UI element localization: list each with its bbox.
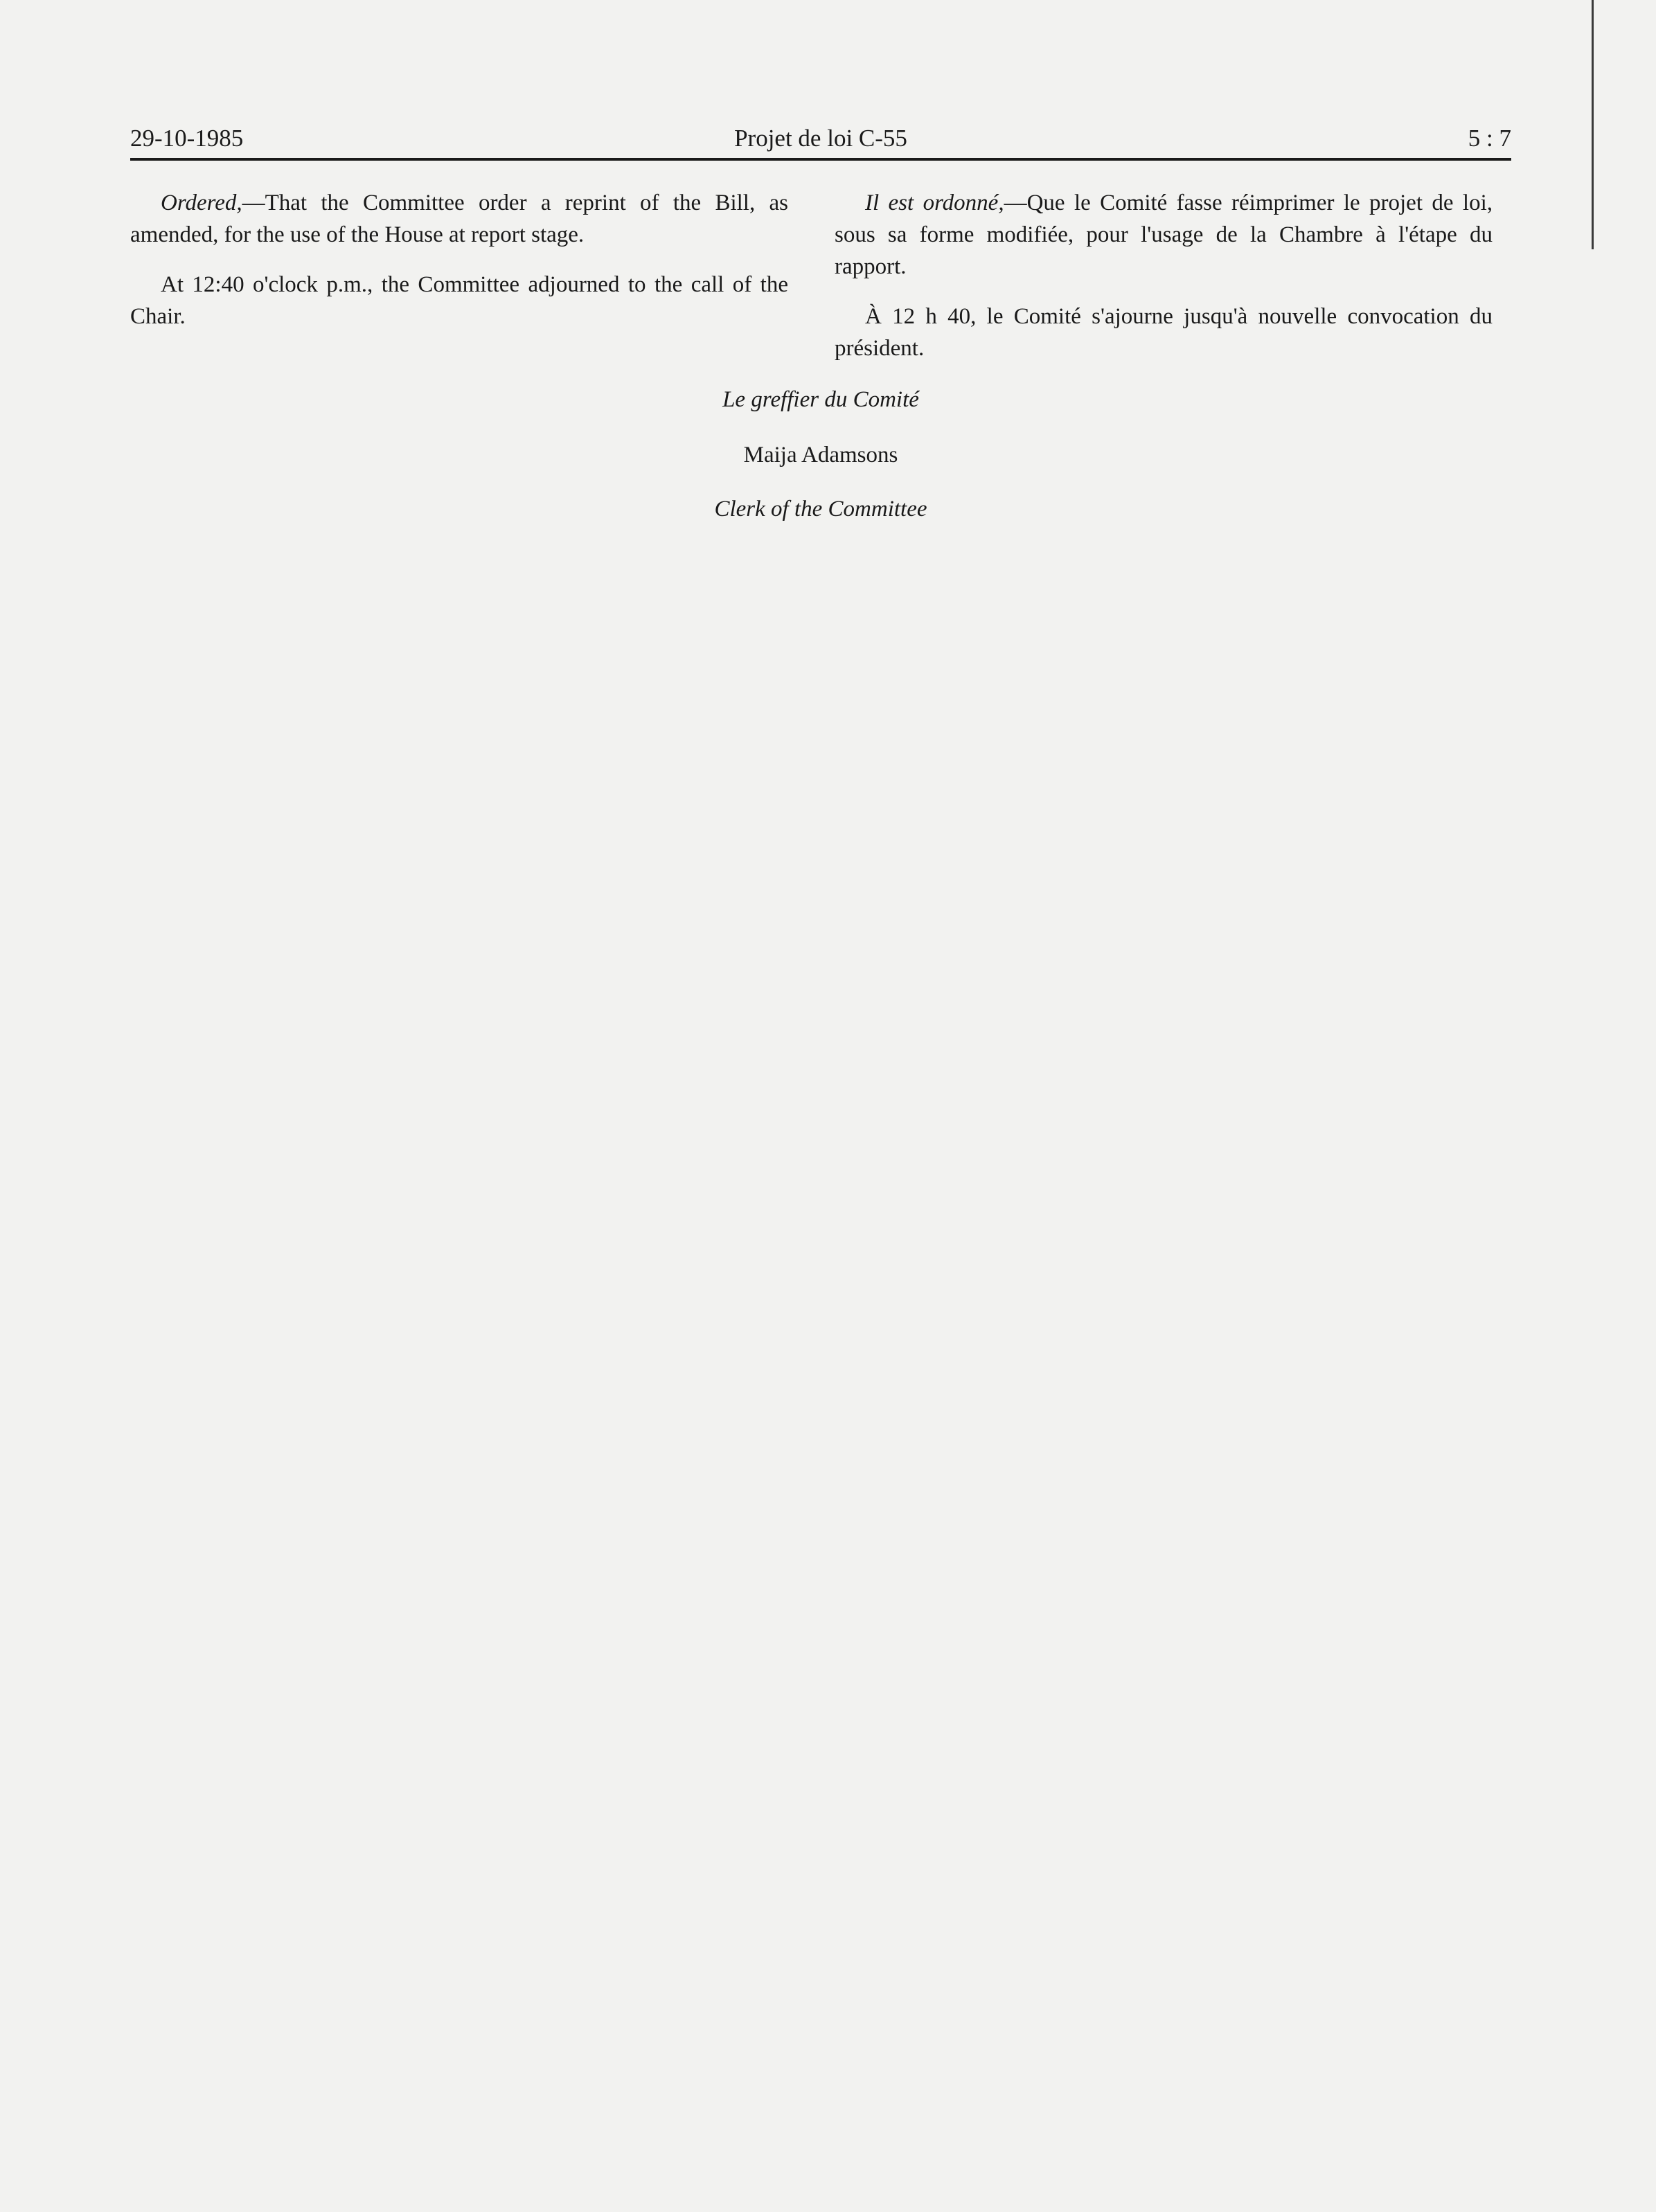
header-rule xyxy=(130,158,1511,161)
header-page-number: 5 : 7 xyxy=(1468,125,1511,152)
signature-title-french: Le greffier du Comité xyxy=(722,387,919,412)
page-header xyxy=(130,122,1511,155)
french-order-text: —Que le Comité fasse réimprimer le projet de loi, sous sa forme modifiée, pour l'usage de la Chambre à l'étape du rapport. xyxy=(835,190,1493,279)
header-title: Projet de loi C-55 xyxy=(734,125,907,152)
english-order-lead: Ordered, xyxy=(161,190,242,215)
signature-title-english: Clerk of the Committee xyxy=(714,497,927,521)
english-column xyxy=(130,187,788,350)
french-order-lead: Il est ordonné, xyxy=(865,190,1004,215)
french-column xyxy=(835,187,1493,382)
signature-name: Maija Adamsons xyxy=(743,443,898,467)
english-order-text: —That the Committee order a reprint of the Bill, as amended, for the use of the House at report stage. xyxy=(130,190,788,247)
french-paragraph-adjourn: À 12 h 40, le Comité s'ajourne jusqu'à nouvelle convocation du président. xyxy=(835,304,1493,361)
header-date: 29-10-1985 xyxy=(130,125,244,152)
page-edge-line xyxy=(1592,0,1594,249)
english-paragraph-order xyxy=(130,187,788,251)
english-paragraph-adjourn: At 12:40 o'clock p.m., the Committee adjourned to the call of the Chair. xyxy=(130,272,788,329)
french-paragraph-order xyxy=(835,187,1493,283)
